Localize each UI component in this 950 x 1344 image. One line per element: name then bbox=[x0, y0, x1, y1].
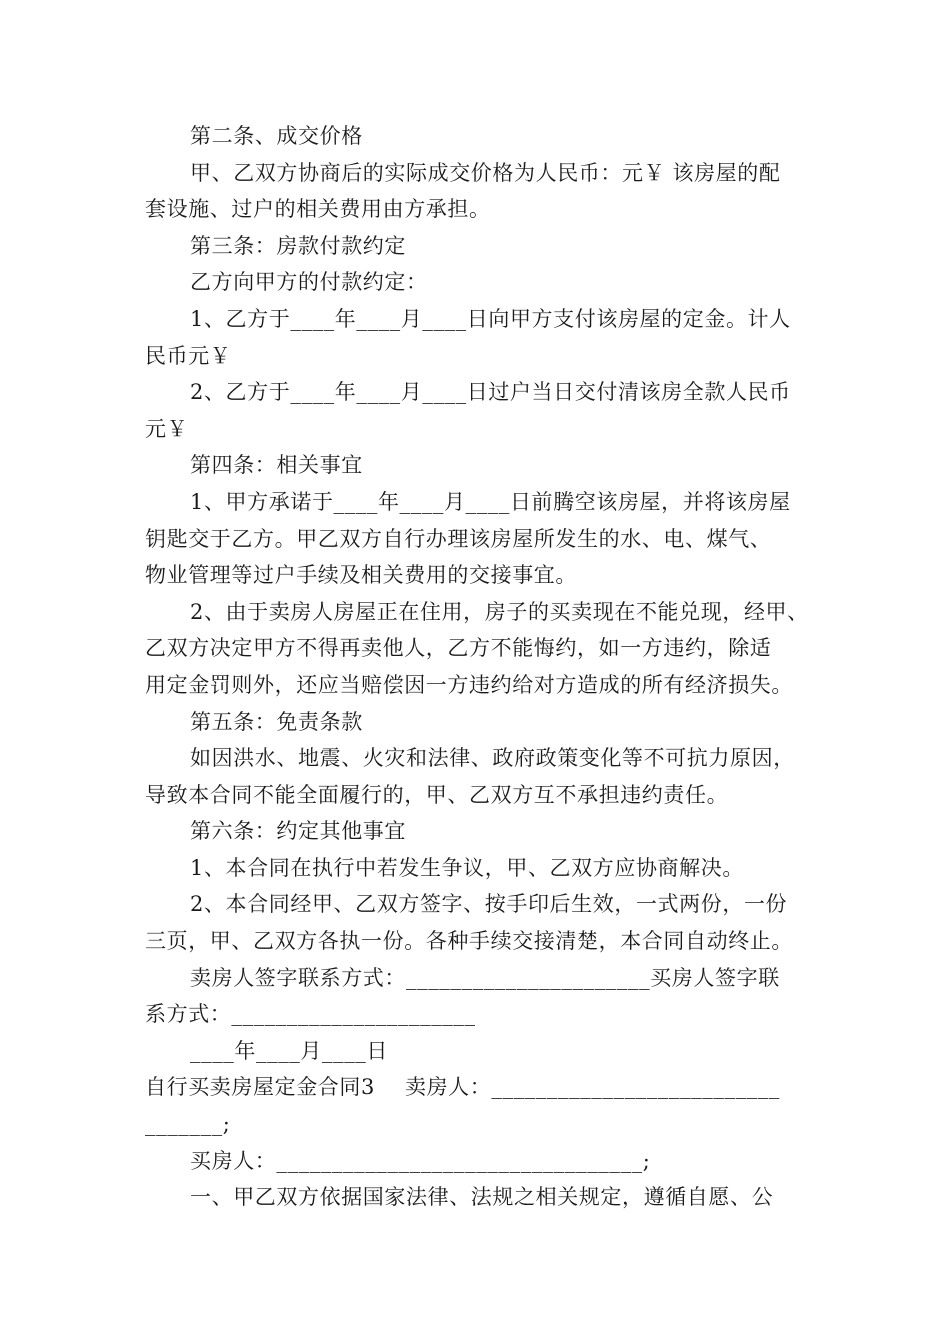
contract-title: 自行买卖房屋定金合同3 bbox=[145, 1075, 375, 1100]
buyer-field: 买房人：_________________________________; bbox=[190, 1148, 651, 1173]
paragraph-line: 导致本合同不能全面履行的，甲、乙双方互不承担违约责任。 bbox=[145, 782, 729, 807]
clause-4-heading: 第四条：相关事宜 bbox=[190, 453, 363, 478]
paragraph-line: 2、乙方于____年____月____日过户当日交付清该房全款人民币 bbox=[190, 380, 791, 405]
paragraph-line: 乙双方决定甲方不得再卖他人，乙方不能悔约，如一方违约，除适 bbox=[145, 636, 772, 661]
contract-text bbox=[145, 118, 815, 1216]
paragraph-line: 如因洪水、地震、火灾和法律、政府政策变化等不可抗力原因， bbox=[190, 746, 795, 771]
paragraph-line: 民币元￥ bbox=[145, 343, 232, 368]
paragraph-line: 2、本合同经甲、乙双方签字、按手印后生效，一式两份，一份 bbox=[190, 892, 788, 917]
paragraph-line: 1、乙方于____年____月____日向甲方支付该房屋的定金。计人 bbox=[190, 306, 791, 331]
paragraph-line: 一、甲乙双方依据国家法律、法规之相关规定，遵循自愿、公 bbox=[190, 1185, 774, 1210]
paragraph-line: 元￥ bbox=[145, 416, 189, 441]
paragraph-line: 乙方向甲方的付款约定： bbox=[190, 270, 428, 295]
paragraph-line: 物业管理等过户手续及相关费用的交接事宜。 bbox=[145, 563, 577, 588]
contract-title-line bbox=[145, 1069, 815, 1106]
clause-2-heading: 第二条、成交价格 bbox=[190, 124, 363, 148]
clause-3-heading: 第三条：房款付款约定 bbox=[190, 233, 406, 258]
paragraph-line: 2、由于卖房人房屋正在住用，房子的买卖现在不能兑现，经甲、 bbox=[190, 599, 809, 624]
clause-6-heading: 第六条：约定其他事宜 bbox=[190, 819, 406, 844]
date-line: ____年____月____日 bbox=[190, 1038, 388, 1063]
paragraph-line: 甲、乙双方协商后的实际成交价格为人民币：元￥ 该房屋的配 bbox=[190, 160, 781, 185]
paragraph-line: 1、甲方承诺于____年____月____日前腾空该房屋，并将该房屋 bbox=[190, 489, 791, 514]
signature-line: 卖房人签字联系方式：______________________买房人签字联 bbox=[190, 965, 780, 990]
seller-field: 卖房人：__________________________ bbox=[404, 1075, 780, 1100]
paragraph-line: 三页，甲、乙双方各执一份。各种手续交接清楚，本合同自动终止。 bbox=[145, 929, 793, 954]
signature-line: 系方式：______________________ bbox=[145, 1002, 476, 1027]
paragraph-line: _______; bbox=[145, 1112, 231, 1137]
paragraph-line: 1、本合同在执行中若发生争议，甲、乙双方应协商解决。 bbox=[190, 855, 744, 880]
paragraph-line: 套设施、过户的相关费用由方承担。 bbox=[145, 197, 491, 222]
clause-5-heading: 第五条：免责条款 bbox=[190, 709, 363, 734]
paragraph-line: 用定金罚则外，还应当赔偿因一方违约给对方造成的所有经济损失。 bbox=[145, 672, 793, 697]
paragraph-line: 钥匙交于乙方。甲乙双方自行办理该房屋所发生的水、电、煤气、 bbox=[145, 526, 772, 551]
